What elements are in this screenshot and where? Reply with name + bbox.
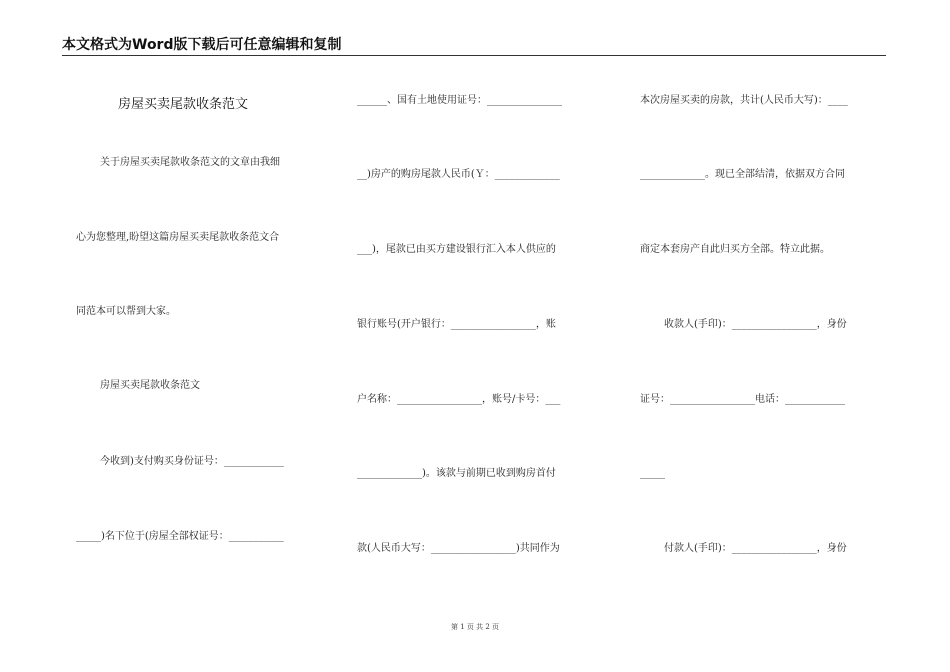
column1-line: 今收到)支付购买身份证号：____________	[100, 456, 284, 467]
column1-line: 同范本可以帮到大家。	[76, 306, 176, 317]
column2-line: _____________)。该款与前期已收到购房首付	[357, 468, 556, 479]
page-number: 第 1 页 共 2 页	[450, 623, 500, 631]
document-title: 房屋买卖尾款收条范文	[118, 97, 249, 112]
column2-line: __)房产的购房尾款人民币(Ｙ：_____________	[357, 169, 560, 180]
column2-line: ___)，尾款已由买方建设银行汇入本人供应的	[357, 244, 556, 255]
column2-line: 款(人民币大写：_________________)共同作为	[357, 543, 560, 554]
column2-line: ______、国有土地使用证号：_______________	[357, 95, 562, 106]
column3-line: 付款人(手印)：_________________，身份	[664, 543, 847, 554]
column1-line: 心为您整理,盼望这篇房屋买卖尾款收条范文合	[76, 232, 280, 243]
column1-line: 关于房屋买卖尾款收条范文的文章由我细	[100, 157, 280, 168]
header-text: 本文格式为Word版下载后可任意编辑和复制	[62, 37, 342, 53]
column3-line: 商定本套房产自此归买方全部。特立此据。	[640, 244, 830, 255]
page-header	[62, 33, 886, 56]
column3-line: _____________。现已全部结清，依据双方合同	[640, 169, 845, 180]
column3-line: 本次房屋买卖的房款，共计(人民币大写)：____	[640, 95, 848, 106]
column1-line: _____)名下位于(房屋全部权证号：___________	[76, 531, 284, 542]
column3-line: _____	[640, 468, 665, 479]
column2-line: 银行账号(开户银行：_________________，账	[357, 319, 556, 330]
column1-line: 房屋买卖尾款收条范文	[100, 380, 200, 391]
column3-line: 证号：_________________电话：____________	[640, 394, 845, 405]
column3-line: 收款人(手印)：_________________，身份	[664, 319, 847, 330]
column2-line: 户名称：_________________，账号/卡号：___	[357, 394, 561, 405]
